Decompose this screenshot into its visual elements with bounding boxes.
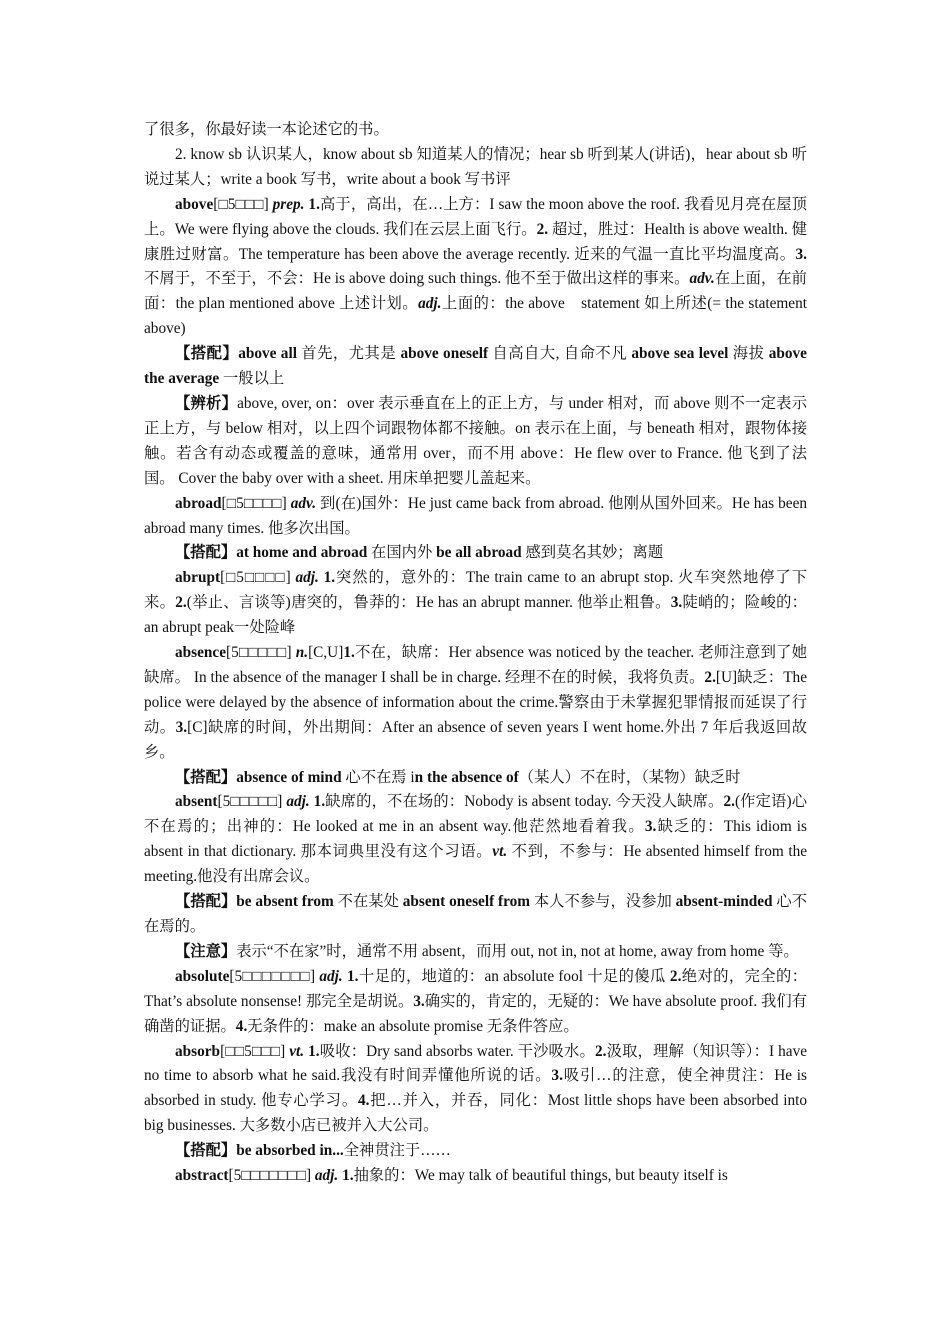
text-run: 吸引…的注意，使全神贯注：He is absorbed in study. 他专心学习。 [144, 1067, 807, 1110]
entry-paragraph [144, 143, 807, 193]
headword-or-label: 1. [323, 569, 336, 587]
headword-or-label: 1. [343, 644, 355, 662]
text-run: 缺乏的：This idiom is absent in that dictionary. 那本词典里没有这个习语。 [144, 818, 808, 861]
headword-or-label: 3. [644, 818, 657, 836]
entry-paragraph [144, 392, 807, 492]
entry-paragraph [144, 1139, 807, 1164]
text-run: 绝对的，完全的：That’s absolute nonsense! 那完全是胡说。 [144, 967, 807, 1010]
entry-paragraph [144, 890, 807, 940]
entry-paragraph [144, 492, 807, 542]
text-run: 海拔 [728, 345, 769, 363]
text-run: （某人）不在时，（某物）缺乏时 [518, 768, 741, 786]
headword-or-label: 1. [346, 967, 359, 985]
text-run: [U]缺乏：The police were delayed by the absence of information about the crime.警察由于未掌握犯罪情报而延误了行动。 [144, 668, 807, 736]
text-run: 不在，缺席：Her absence was noticed by the teacher. 老师注意到了她缺席。 In the absence of the manager I shall be in charge. 经理不在的时候，我将负责。 [144, 644, 807, 686]
headword-or-label: 1. [342, 1167, 354, 1185]
headword-or-label: absolute [175, 967, 230, 985]
headword-or-label: 【辨析】 [175, 394, 238, 412]
dictionary-page [144, 118, 807, 1189]
text-run: [5□□□□□] [217, 793, 287, 811]
text-run: [C,U] [308, 644, 344, 662]
headword-or-label: 【搭配】be absent from [175, 893, 334, 911]
text-run: 抽象的：We may talk of beautiful things, but beauty itself is [353, 1167, 728, 1185]
headword-or-label: abstract [175, 1167, 229, 1185]
headword-or-label: 2. [594, 1042, 607, 1060]
entry-paragraph [144, 766, 807, 791]
entry-paragraph [144, 193, 807, 342]
text-run: 本人不参与，没参加 [530, 893, 676, 911]
entry-paragraph [144, 541, 807, 566]
text-run: 2. know sb 认识某人，know about sb 知道某人的情况；hear sb 听到某人(讲话)，hear about sb 听说过某人；write a book 写书，write about a book 写书评 [144, 145, 807, 188]
text-run: 了很多，你最好读一本论述它的书。 [144, 121, 389, 138]
headword-or-label: 2. [175, 594, 187, 612]
text-run: [5□□□□□□□] [229, 967, 320, 985]
part-of-speech: adj. [418, 295, 442, 313]
headword-or-label: 1. [308, 195, 320, 213]
text-run: 汲取，理解（知识等）：I have no time to absorb what he said.我没有时间弄懂他所说的话。 [144, 1042, 808, 1085]
headword-or-label: 【注意】 [175, 942, 237, 960]
text-run: 陡峭的；险峻的：an abrupt peak一处险峰 [144, 594, 807, 637]
headword-or-label: above oneself [400, 345, 489, 363]
headword-or-label: 3. [795, 245, 807, 263]
part-of-speech: vt. [492, 843, 508, 861]
entry-paragraph [144, 940, 807, 965]
headword-or-label: absence [175, 644, 226, 662]
headword-or-label: abrupt [175, 569, 221, 587]
headword-or-label: above [175, 195, 214, 213]
headword-or-label: 2. [723, 793, 735, 811]
text-run: [□□5□□□] [220, 1042, 290, 1060]
headword-or-label: 4. [235, 1017, 248, 1035]
headword-or-label: absent-minded [675, 893, 773, 911]
text-run: 把…并入，并吞，同化：Most little shops have been absorbed into big businesses. 大多数小店已被并入大公司。 [144, 1092, 807, 1135]
headword-or-label: abroad [175, 494, 222, 512]
text-run: [□5□□□□] [220, 569, 296, 587]
text-run: [5□□□□□] [226, 644, 296, 662]
text-run: [5□□□□□□□] [228, 1167, 315, 1185]
text-run: 到(在)国外：He just came back from abroad. 他刚从国外回来。He has been abroad many times. 他多次出国。 [144, 494, 808, 537]
part-of-speech: adj. [286, 793, 310, 811]
entry-paragraph [144, 118, 807, 143]
text-run: 一般以上 [219, 370, 285, 388]
headword-or-label: 1. [313, 793, 326, 811]
headword-or-label: 【搭配】 [175, 345, 239, 363]
headword-or-label: be all abroad [436, 544, 522, 562]
text-run: (作定语)心不在焉的；出神的：He looked at me in an absent way.他茫然地看着我。 [144, 793, 808, 836]
text-run: 缺席的，不在场的：Nobody is absent today. 今天没人缺席。 [325, 793, 724, 811]
text-run: 感到莫名其妙；离题 [521, 544, 664, 562]
text-run: 十足的，地道的：an absolute fool 十足的傻瓜 [358, 967, 670, 985]
text-run: 超过，胜过：Health is above wealth. 健康胜过财富。The temperature has been above the average recently. 近来的气温一直比平均温度高。 [144, 220, 807, 263]
text-run: 全神贯注于…… [343, 1142, 451, 1160]
text-run: 上面的：the above statement 如上所述(= the statement above) [144, 295, 807, 338]
part-of-speech: adj. [319, 967, 343, 985]
part-of-speech: vt. [289, 1042, 305, 1060]
headword-or-label: above sea level [631, 345, 729, 363]
text-run: 吸收：Dry sand absorbs water. 干沙吸水。 [319, 1042, 595, 1060]
headword-or-label: absent oneself from [402, 893, 531, 911]
headword-or-label: 【搭配】absence of mind [175, 768, 342, 786]
text-run: above, over, on：over 表示垂直在上的正上方，与 under 相对，而 above 则不一定表示正上方，与 below 相对，以上四个词跟物体都不接触。on 表示在上面，与 beneath 相对，跟物体接触。若含有动态或覆盖的意味，通常用 over，而不用 above：He flew over to France. 他飞到了法国。 Cover the baby over with a sheet. 用床单把婴儿盖起来。 [144, 394, 807, 487]
headword-or-label: absent [175, 793, 218, 811]
part-of-speech: prep. [272, 195, 305, 213]
headword-or-label: absorb [175, 1042, 221, 1060]
text-run: 高于，高出，在…上方：I saw the moon above the roof. 我看见月亮在屋顶上。We were flying above the clouds. 我们在云层上面飞行。 [144, 195, 807, 238]
text-run: 不在某处 [333, 893, 403, 911]
headword-or-label: n the absence of [414, 768, 519, 786]
part-of-speech: adv. [290, 494, 317, 512]
headword-or-label: 1. [308, 1042, 320, 1060]
entry-paragraph [144, 790, 807, 890]
part-of-speech: adj. [314, 1167, 339, 1185]
headword-or-label: 4. [357, 1092, 370, 1110]
headword-or-label: 3. [413, 992, 425, 1010]
headword-or-label: 【搭配】be absorbed in... [175, 1142, 344, 1160]
text-run: 心不在焉的。 [144, 893, 807, 935]
headword-or-label: 【搭配】at home and abroad [175, 544, 368, 562]
text-run: 不到，不参与：He absented himself from the meeting.他没有出席会议。 [144, 843, 808, 886]
text-run: 表示“不在家”时，通常不用 absent，而用 out, not in, not at home, away from home 等。 [236, 942, 799, 960]
headword-or-label: 3. [670, 594, 683, 612]
entry-paragraph [144, 641, 807, 766]
part-of-speech: adv. [689, 270, 715, 288]
entry-paragraph [144, 1164, 807, 1189]
text-run: 首先，尤其是 [296, 345, 401, 363]
text-run: (举止、言谈等)唐突的，鲁莽的：He has an abrupt manner. 他举止粗鲁。 [186, 594, 671, 612]
headword-or-label: 3. [551, 1067, 563, 1085]
headword-or-label: above all [238, 345, 297, 363]
headword-or-label: 2. [536, 220, 549, 238]
text-run: 自高自大, 自命不凡 [488, 345, 632, 363]
text-run: 心不在焉 i [341, 768, 415, 786]
part-of-speech: adj. [295, 569, 319, 587]
text-run: [□5□□□] [213, 195, 273, 213]
text-run: 在上面，在前面：the plan mentioned above 上述计划。 [144, 270, 807, 313]
headword-or-label: 2. [669, 967, 682, 985]
headword-or-label: above the average [144, 345, 807, 388]
text-run: [□5□□□□] [221, 494, 291, 512]
text-run: 在国内外 [367, 544, 437, 562]
headword-or-label: 3. [175, 718, 188, 736]
text-run: 无条件的：make an absolute promise 无条件答应。 [247, 1017, 579, 1035]
text-run: 确实的，肯定的，无疑的：We have absolute proof. 我们有确凿的证据。 [144, 992, 807, 1035]
entry-paragraph [144, 965, 807, 1040]
text-run: [C]缺席的时间，外出期间：After an absence of seven years I went home.外出 7 年后我返回故乡。 [144, 718, 807, 761]
part-of-speech: n. [295, 644, 309, 662]
text-run: 不屑于，不至于，不会：He is above doing such things. 他不至于做出这样的事来。 [144, 270, 690, 288]
headword-or-label: 2. [704, 668, 716, 686]
text-run: 突然的，意外的：The train came to an abrupt stop. 火车突然地停了下来。 [144, 569, 807, 612]
entry-paragraph [144, 566, 807, 641]
entry-paragraph [144, 342, 807, 392]
entry-paragraph [144, 1040, 807, 1140]
